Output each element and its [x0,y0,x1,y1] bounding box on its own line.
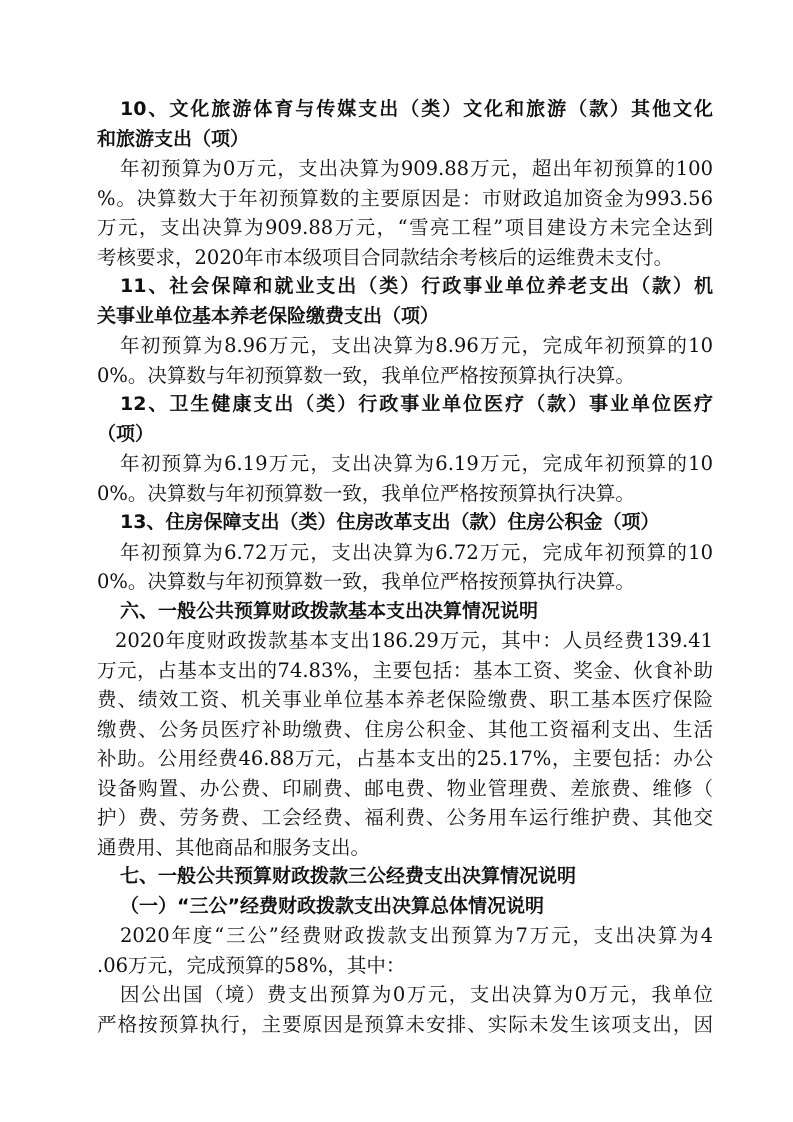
text-line: 补助。公用经费46.88万元，占基本支出的25.17%，主要包括：办公 [97,747,713,770]
text-line: 11、社会保障和就业支出（类）行政事业单位养老支出（款）机 [120,275,713,297]
text-line: 10、文化旅游体育与传媒支出（类）文化和旅游（款）其他文化 [120,98,713,120]
text-line: 设备购置、办公费、印刷费、邮电费、物业管理费、差旅费、维修（ [97,776,713,800]
text-line: 0%。决算数与年初预算数一致，我单位严格按预算执行决算。 [97,363,635,387]
text-line: 2020年度“三公”经费财政拨款支出预算为7万元，支出决算为4 [120,924,713,947]
text-line: 年初预算为8.96万元，支出决算为8.96万元，完成年初预算的10 [120,334,713,357]
text-line: 年初预算为0万元，支出决算为909.88万元，超出年初预算的100 [120,157,713,180]
text-line: 万元，支出决算为909.88万元，“雪亮工程”项目建设方未完全达到 [97,216,713,239]
text-line: 和旅游支出（项） [97,127,250,150]
section-heading [97,390,713,449]
text-line: 13、住房保障支出（类）住房改革支出（款）住房公积金（项） [120,511,660,533]
text-line: 2020年度财政拨款基本支出186.29万元，其中：人员经费139.41 [115,629,713,652]
text-line: 关事业单位基本养老保险缴费支出（项） [97,304,440,327]
paragraph [97,449,713,508]
section-heading [97,95,713,154]
paragraph [97,980,713,1039]
text-line: 严格按预算执行，主要原因是预算未安排、实际未发生该项支出，因 [97,1012,713,1036]
text-line: 12、卫生健康支出（类）行政事业单位医疗（款）事业单位医疗 [120,393,713,415]
text-line: 年初预算为6.19万元，支出决算为6.19万元，完成年初预算的10 [120,452,713,475]
text-line: （项） [97,422,155,445]
paragraph [97,154,713,272]
text-line: 缴费、公务员医疗补助缴费、住房公积金、其他工资福利支出、生活 [97,717,713,741]
document-page [97,95,713,1039]
section-heading [97,272,713,331]
text-line: 0%。决算数与年初预算数一致，我单位严格按预算执行决算。 [97,570,635,593]
text-line: 护）费、劳务费、工会经费、福利费、公务用车运行维护费、其他交 [97,806,713,829]
paragraph [97,921,713,980]
text-line: 因公出国（境）费支出预算为0万元，支出决算为0万元，我单位 [120,983,713,1006]
paragraph [97,331,713,390]
section-heading [97,892,713,922]
text-line: %。决算数大于年初预算数的主要原因是：市财政追加资金为993.56 [97,186,713,210]
text-line: 费、绩效工资、机关事业单位基本养老保险缴费、职工基本医疗保险 [97,688,713,711]
text-line: 七、一般公共预算财政拨款三公经费支出决算情况说明 [120,865,577,887]
text-line: .06万元，完成预算的58%，其中： [97,953,406,977]
section-heading [97,508,713,538]
text-line: 万元，占基本支出的74.83%，主要包括：基本工资、奖金、伙食补助 [97,658,713,682]
text-line: 0%。决算数与年初预算数一致，我单位严格按预算执行决算。 [97,481,635,505]
section-heading [97,597,713,627]
text-line: 六、一般公共预算财政拨款基本支出决算情况说明 [120,599,539,622]
text-line: 通费用、其他商品和服务支出。 [97,835,371,859]
text-line: 年初预算为6.72万元，支出决算为6.72万元，完成年初预算的10 [120,540,713,564]
section-heading [97,862,713,892]
paragraph [97,538,713,597]
text-line: 考核要求，2020年市本级项目合同款结余考核后的运维费未支付。 [97,245,674,269]
text-line: （一）“三公”经费财政拨款支出决算总体情况说明 [120,894,544,917]
paragraph [97,626,713,862]
